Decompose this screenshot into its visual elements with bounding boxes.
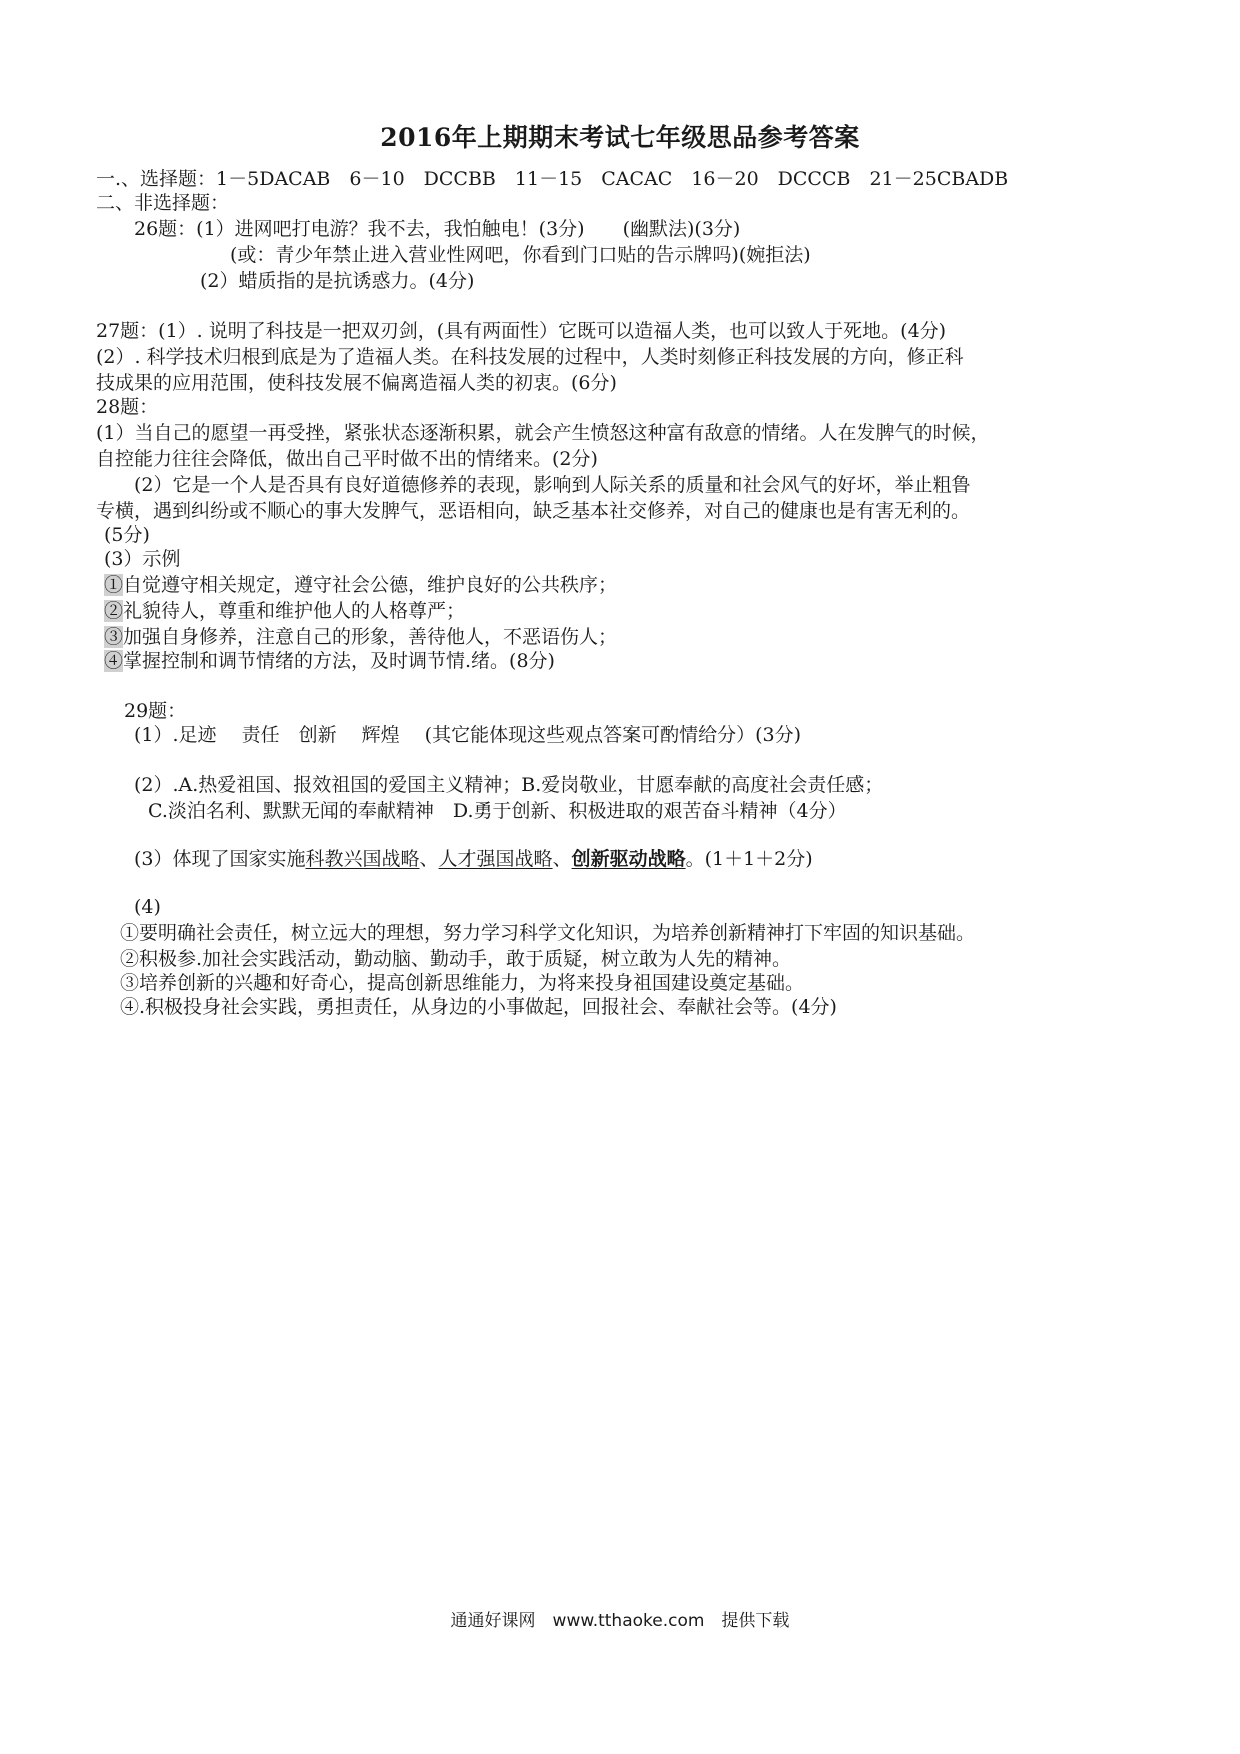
q29-item: ①要明确社会责任，树立远大的理想，努力学习科学文化知识，为培养创新精神打下牢固的知识基础。 <box>120 922 976 944</box>
q28-example-item <box>104 648 555 674</box>
q29-line-3: C.淡泊名利、默默无闻的奉献精神 D.勇于创新、积极进取的艰苦奋斗精神（4分） <box>148 800 847 822</box>
q29-heading: 29题： <box>124 700 187 722</box>
section1-choice-answers: 一.、选择题：1－5DACAB 6－10 DCCBB 11－15 CACAC 16－20 DCCCB 21－25CBADB <box>96 168 1009 190</box>
q28-line-3: (2）它是一个人是否具有良好道德修养的表现，影响到人际关系的质量和社会风气的好坏，举止粗鲁 <box>134 474 971 496</box>
q28-line-2: 自控能力往往会降低，做出自己平时做不出的情绪来。(2分) <box>96 448 598 470</box>
q28-item-text: 加强自身修养，注意自己的形象，善待他人，不恶语伤人； <box>123 626 618 648</box>
q28-example-item <box>104 572 617 598</box>
section2-heading: 二、非选择题： <box>96 192 230 214</box>
q27-line-1: 27题：(1）. 说明了科技是一把双刃剑，(具有两面性）它既可以造福人类，也可以致人于死地。(4分) <box>96 320 947 342</box>
strategy-innovation: 创新驱动战略 <box>571 848 686 870</box>
q29-item: ②积极参.加社会实践活动，勤动脑、勤动手，敢于质疑，树立敢为人先的精神。 <box>120 948 792 970</box>
separator: 、 <box>552 848 572 870</box>
q28-item-number: ④ <box>104 650 124 672</box>
q28-item-number: ③ <box>104 626 124 648</box>
q26-line-1: 26题：(1）进网吧打电游？我不去，我怕触电！(3分) (幽默法)(3分) <box>134 218 741 240</box>
q28-line-6: (3）示例 <box>104 548 181 570</box>
q29-line-1: (1）.足迹 责任 创新 辉煌 (其它能体现这些观点答案可酌情给分）(3分) <box>134 724 801 746</box>
q29-line-4-suffix: 。(1＋1＋2分) <box>685 848 813 870</box>
q28-line-4: 专横，遇到纠纷或不顺心的事大发脾气，恶语相向，缺乏基本社交修养，对自己的健康也是有害无利的。 <box>96 500 971 522</box>
page-title: 2016年上期期末考试七年级思品参考答案 <box>380 123 860 152</box>
q28-heading: 28题： <box>96 396 159 418</box>
q29-line-2: (2）.A.热爱祖国、报效祖国的爱国主义精神；B.爱岗敬业，甘愿奉献的高度社会责任感； <box>134 774 884 796</box>
q28-item-text: 掌握控制和调节情绪的方法，及时调节情.绪。(8分) <box>123 650 555 672</box>
q26-line-2: (或：青少年禁止进入营业性网吧，你看到门口贴的告示牌吗)(婉拒法) <box>230 244 811 266</box>
footer-source: 通通好课网 www.tthaoke.com 提供下载 <box>450 1611 790 1631</box>
q28-item-number: ① <box>104 574 124 596</box>
q27-line-3: 技成果的应用范围，使科技发展不偏离造福人类的初衷。(6分) <box>96 372 617 394</box>
q28-example-item <box>104 598 465 624</box>
q28-example-item <box>104 624 617 650</box>
q29-line-5: (4) <box>134 896 161 918</box>
q28-line-5: (5分) <box>104 524 150 546</box>
separator: 、 <box>419 848 439 870</box>
q28-item-text: 礼貌待人，尊重和维护他人的人格尊严； <box>123 600 466 622</box>
q28-item-number: ② <box>104 600 124 622</box>
q28-line-1: (1）当自己的愿望一再受挫，紧张状态逐渐积累，就会产生愤怒这种富有敌意的情绪。人在发脾气的时候， <box>96 422 990 444</box>
q29-item: ③培养创新的兴趣和好奇心，提高创新思维能力，为将来投身祖国建设奠定基础。 <box>120 972 805 994</box>
q29-item: ④.积极投身社会实践，勇担责任，从身边的小事做起，回报社会、奉献社会等。(4分) <box>120 996 837 1018</box>
strategy-talent: 人才强国战略 <box>438 848 553 870</box>
strategy-science-education: 科教兴国战略 <box>305 848 420 870</box>
q27-line-2: (2）. 科学技术归根到底是为了造福人类。在科技发展的过程中，人类时刻修正科技发展的方向，修正科 <box>96 346 964 368</box>
q26-line-3: (2）蜡质指的是抗诱惑力。(4分) <box>200 270 475 292</box>
q29-line-4 <box>134 846 813 872</box>
q28-item-text: 自觉遵守相关规定，遵守社会公德，维护良好的公共秩序； <box>123 574 618 596</box>
q29-line-4-prefix: (3）体现了国家实施 <box>134 848 306 870</box>
